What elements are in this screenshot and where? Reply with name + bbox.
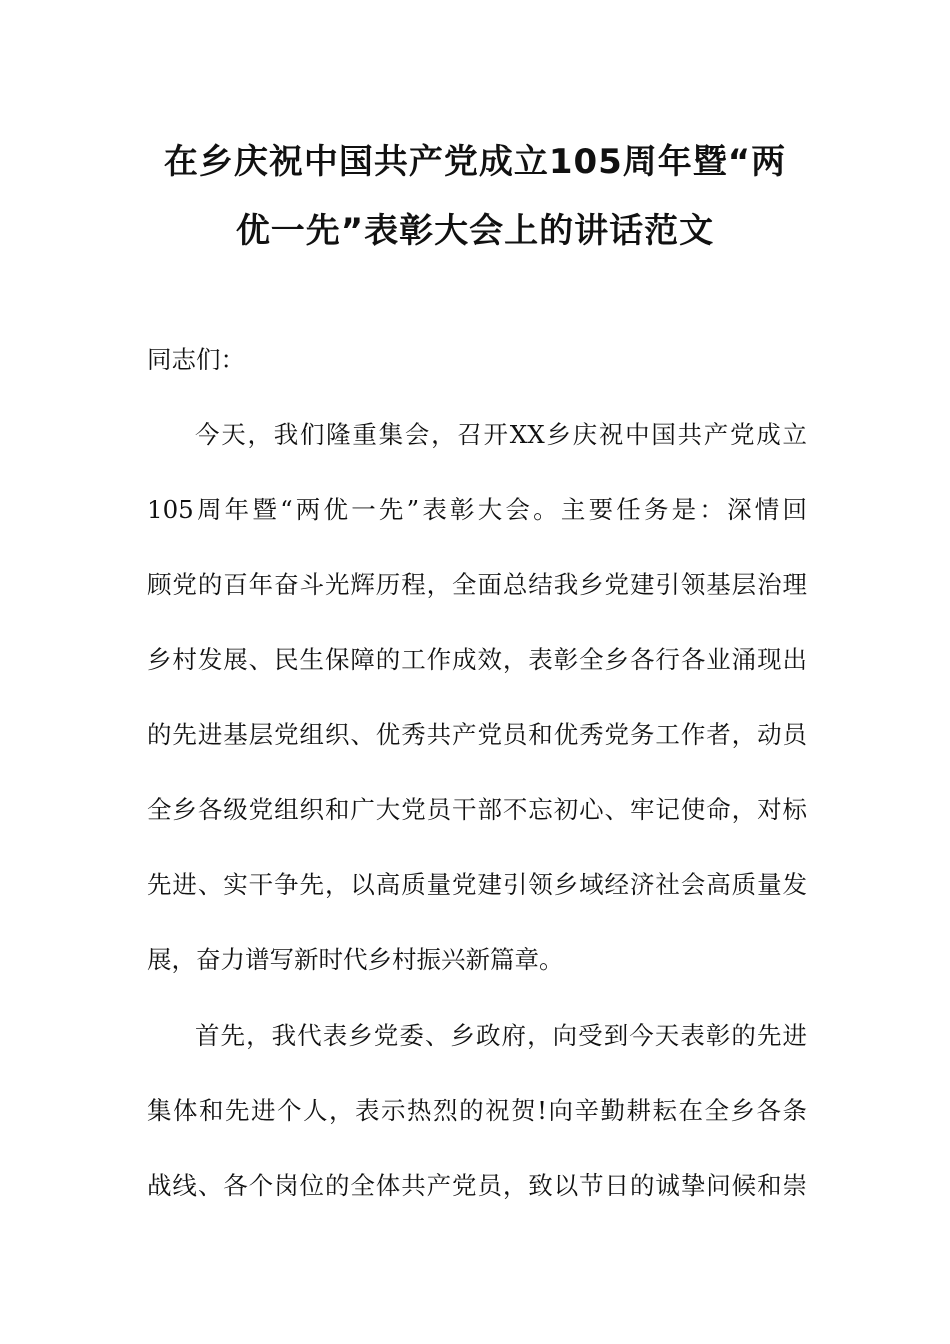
document-title-line-1: 在乡庆祝中国共产党成立105周年暨“两 [163,142,787,182]
paragraph-2-line: 首先，我代表乡党委、乡政府，向受到今天表彰的先进 [195,1021,807,1050]
paragraph-1-line: 今天，我们隆重集会，召开XX乡庆祝中国共产党成立 [195,420,807,449]
paragraph-2-line: 集体和先进个人，表示热烈的祝贺!向辛勤耕耘在全乡各条 [147,1096,807,1125]
paragraph-1-line: 展，奋力谱写新时代乡村振兴新篇章。 [147,945,564,974]
document-title-line-2: 优一先”表彰大会上的讲话范文 [235,211,715,251]
paragraph-1-line: 105周年暨“两优一先”表彰大会。主要任务是：深情回 [147,495,807,524]
salutation: 同志们： [147,345,245,374]
paragraph-1-line: 乡村发展、民生保障的工作成效，表彰全乡各行各业涌现出 [147,645,807,674]
paragraph-1-line: 的先进基层党组织、优秀共产党员和优秀党务工作者，动员 [147,720,807,749]
paragraph-1-line: 全乡各级党组织和广大党员干部不忘初心、牢记使命，对标 [147,795,807,824]
paragraph-1-line: 顾党的百年奋斗光辉历程，全面总结我乡党建引领基层治理 [147,570,807,599]
paragraph-2-line: 战线、各个岗位的全体共产党员，致以节日的诚挚问候和崇 [147,1171,807,1200]
paragraph-1-line: 先进、实干争先，以高质量党建引领乡域经济社会高质量发 [147,870,807,899]
